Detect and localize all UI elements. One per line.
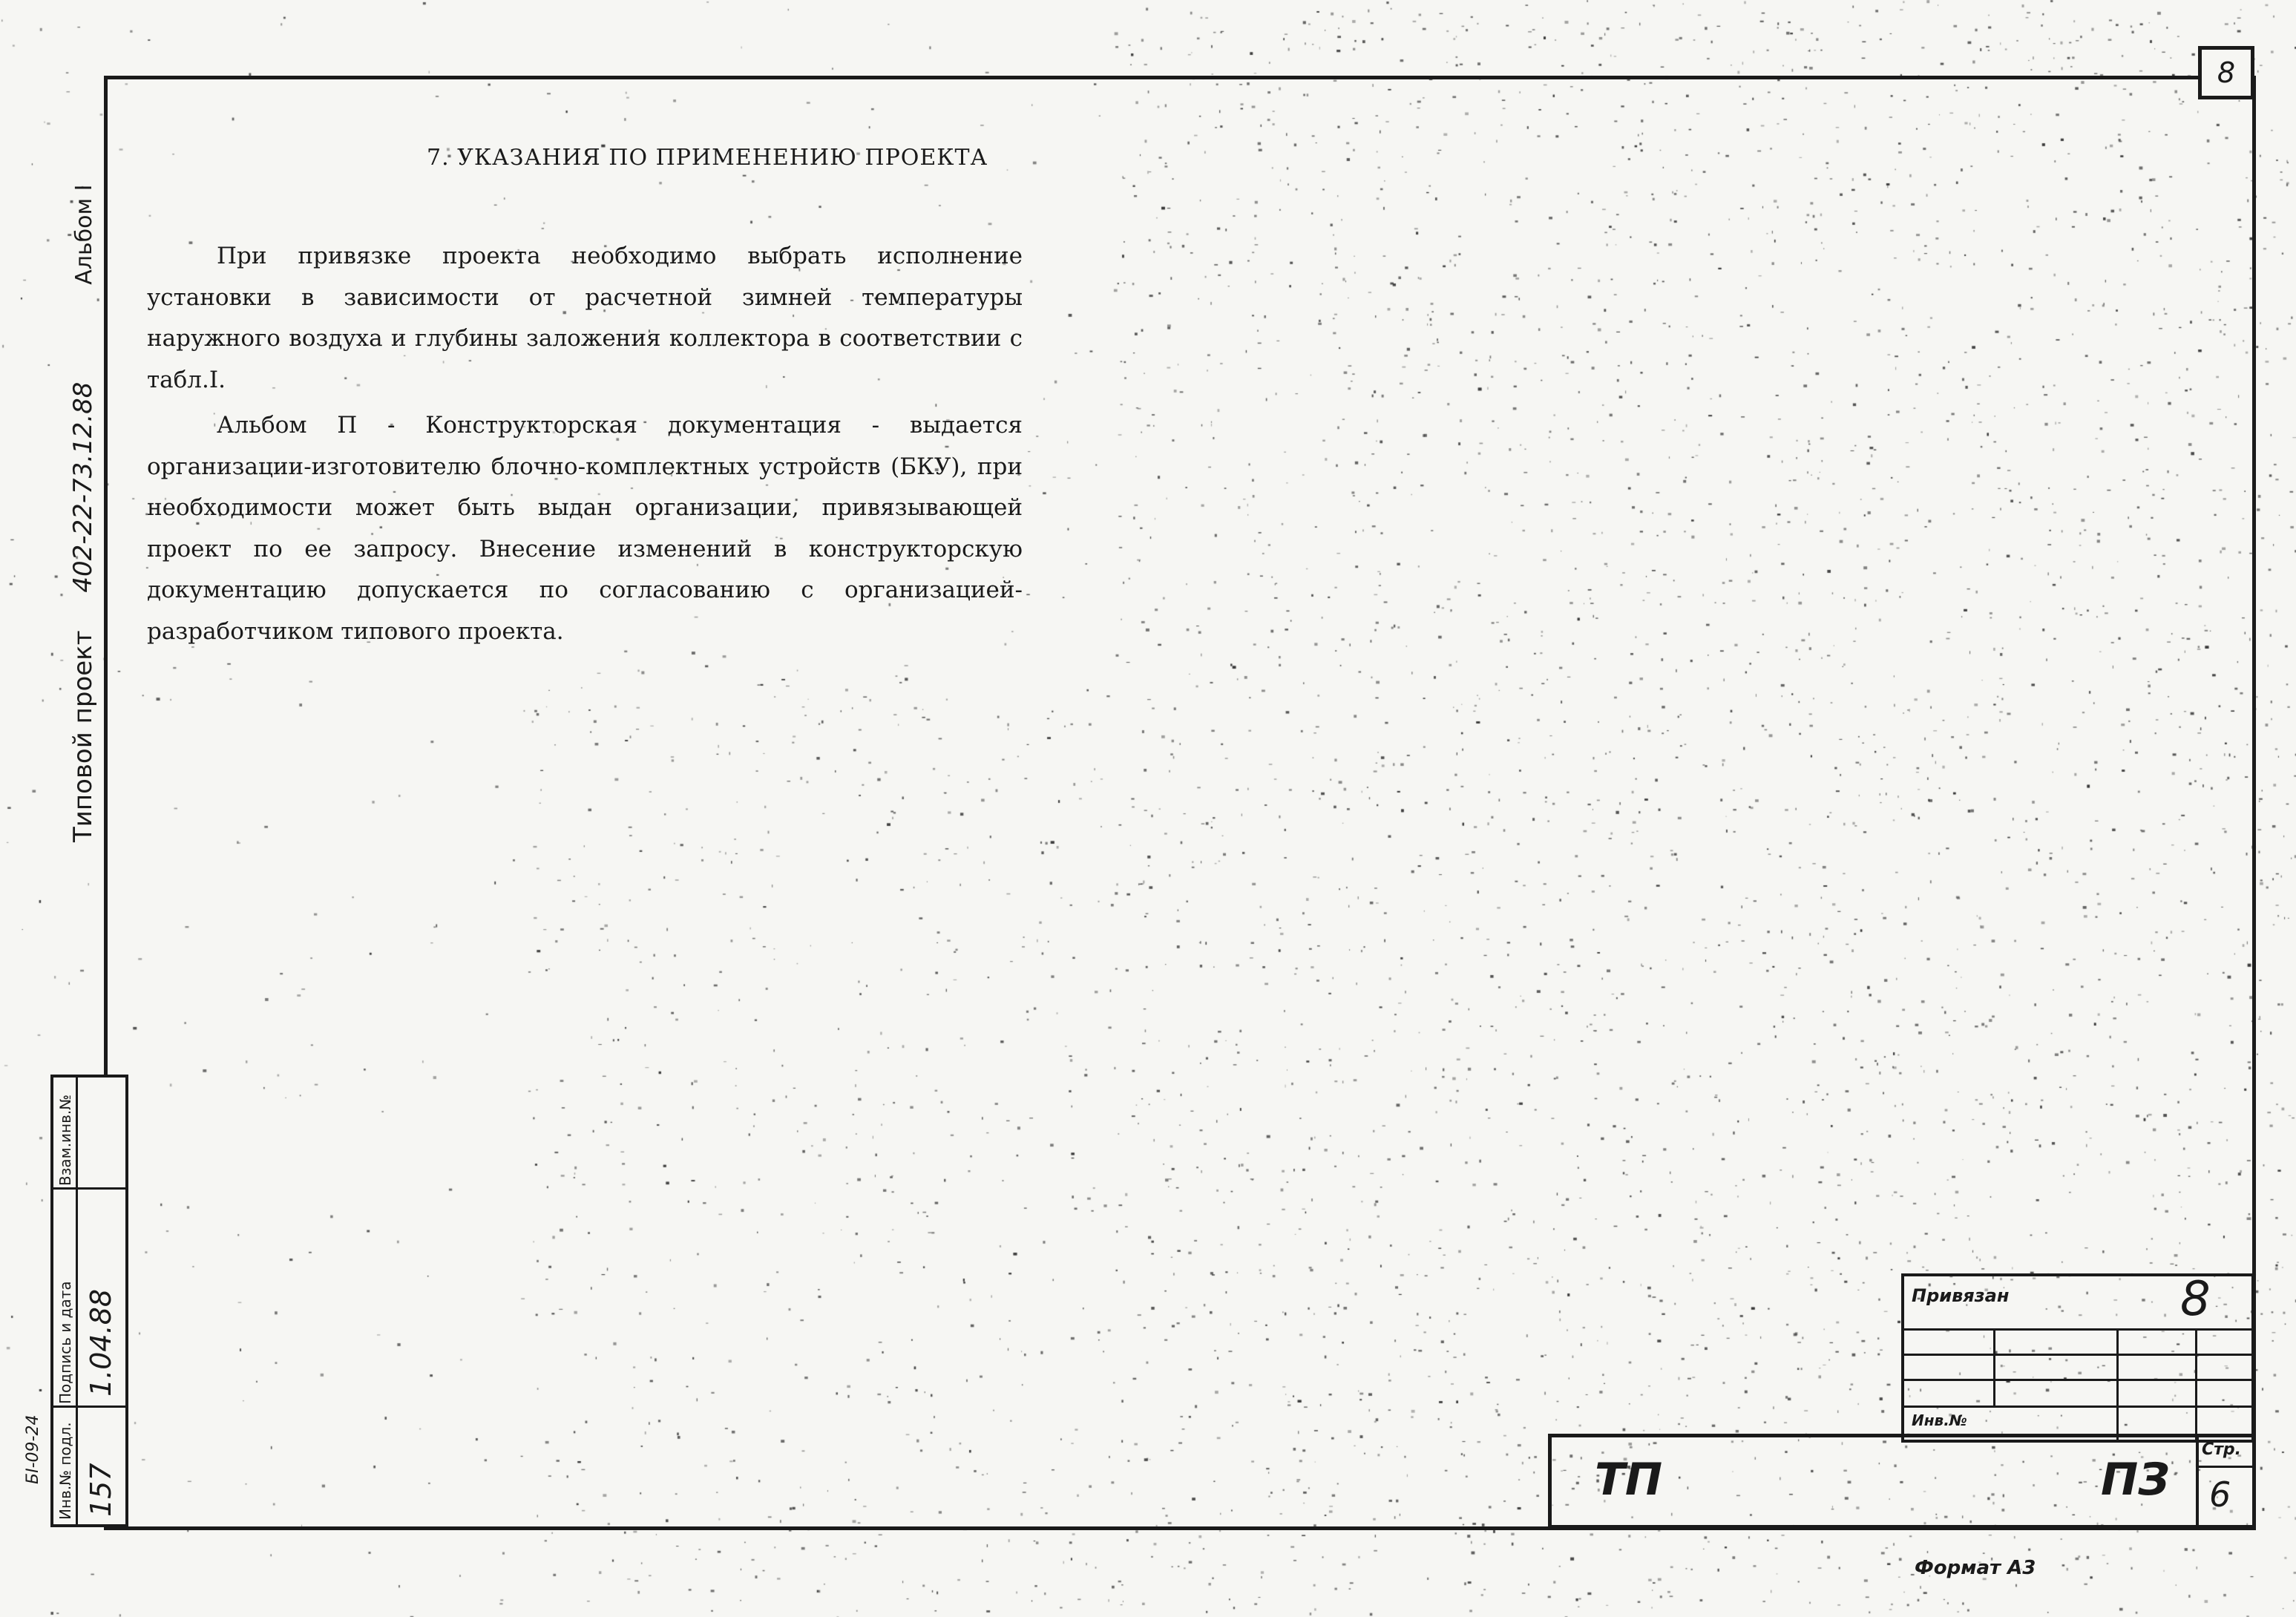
stamp-row-divider (53, 1187, 125, 1190)
page-number-box (2198, 46, 2254, 99)
title-line (2116, 1328, 2119, 1440)
sheet-code: ПЗ (2101, 1454, 2170, 1506)
section-heading: 7. УКАЗАНИЯ ПО ПРИМЕНЕНИЮ ПРОЕКТА (427, 145, 988, 171)
stamp-col-divider (76, 1078, 78, 1524)
title-line (1993, 1328, 1995, 1407)
project-label: Типовой проект (68, 630, 98, 842)
vzam-inv-label: Взам.инв.№ (56, 1094, 74, 1186)
title-line (1904, 1328, 2251, 1331)
stamp-strip (50, 1075, 128, 1527)
page-number: 8 (2217, 56, 2236, 89)
side-code: БІ-09-24 (24, 1414, 42, 1484)
inv-label: Инв.№ (1912, 1411, 1967, 1429)
album-label: Альбом I (71, 184, 97, 285)
inv-podl-value: 157 (85, 1463, 117, 1517)
privyazan-label: Привязан (1912, 1285, 2010, 1306)
title-line (1904, 1379, 2251, 1381)
page-cell (2196, 1437, 2255, 1525)
stamp-row-divider (53, 1406, 125, 1408)
format-label: Формат А3 (1915, 1557, 2036, 1579)
title-line (2195, 1328, 2197, 1440)
sign-date-label: Подпись и дата (56, 1281, 74, 1404)
body-text (147, 236, 1023, 652)
project-code: 402-22-73.12.88 (68, 381, 98, 593)
page-cell-divider (2199, 1466, 2255, 1468)
page-label: Стр. (2202, 1440, 2242, 1459)
title-block-upper (1901, 1273, 2254, 1443)
side-margin-label (68, 185, 98, 843)
paragraph-2: Альбом П - Конструкторская документация - выдается организации-изготовителю блочно-комплектных устройств (БКУ), при необходимости может быть выдан организации, привязывающей проект по ее запросу. Внесение изменений в конструкторскую документацию допускается по согласованию с организацией-разработчиком типового проекта. (147, 412, 1023, 645)
title-line (1904, 1406, 2251, 1408)
paragraph-1: При привязке проекта необходимо выбрать исполнение установки в зависимости от расчетной зимней температуры наружного воздуха и глубины заложения коллектора в соответствии с табл.I. (147, 243, 1023, 393)
sign-date-value: 1.04.88 (85, 1288, 117, 1397)
title-line (1904, 1354, 2251, 1356)
inv-podl-label: Инв.№ подл. (56, 1422, 74, 1520)
title-block-lower (1548, 1434, 2256, 1529)
privyazan-mark: 8 (2180, 1272, 2211, 1327)
project-type-code: ТП (1595, 1454, 1663, 1506)
page-value: 6 (2209, 1475, 2231, 1515)
